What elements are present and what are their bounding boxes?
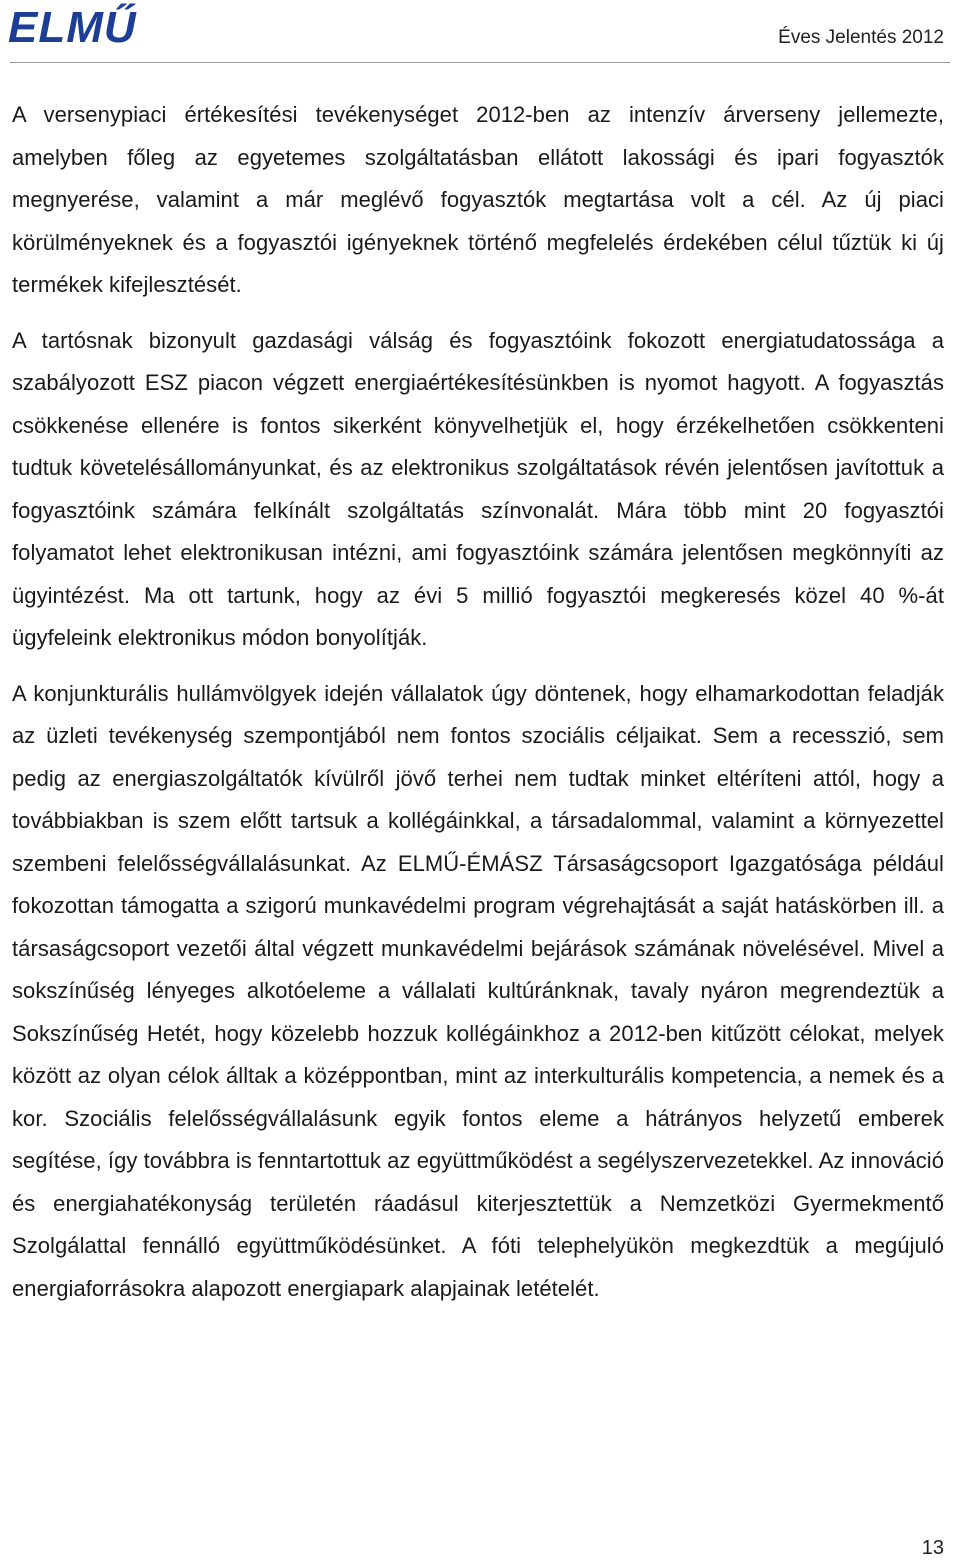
paragraph-economic-crisis: A tartósnak bizonyult gazdasági válság és fogyasztóink fokozott energiatudatossága a szabályozott ESZ piacon végzett energiaértékesítésünkben is nyomot hagyott. A fogyasztás csökkenése ellenére is fontos sikerként könyvelhetjük el, hogy érzékelhetően csökkenteni tudtuk követelésállományunkat, és az elektronikus szolgáltatások révén jelentősen javítottuk a fogyasztóink számára felkínált szolgáltatás színvonalát. Mára több mint 20 fogyasztói folyamatot lehet elektronikusan intézni, ami fogyasztóink számára jelentősen megkönnyíti az ügyintézést. Ma ott tartunk, hogy az évi 5 millió fogyasztói megkeresés közel 40 %-át ügyfeleink elektronikus módon bonyolítják.	[12, 327, 944, 650]
page-header	[0, 0, 960, 62]
paragraph-competitive-sales: A versenypiaci értékesítési tevékenységet 2012-ben az intenzív árverseny jellemezte, amelyben főleg az egyetemes szolgáltatásban ellátott lakossági és ipari fogyasztók megnyerése, valamint a már meglévő fogyasztók megtartása volt a cél. Az új piaci körülményeknek és a fogyasztói igényeknek történő megfelelés érdekében célul tűztük ki új termékek kifejlesztését.	[12, 102, 944, 297]
page-number: 13	[921, 1537, 944, 1559]
document-body	[12, 94, 944, 1323]
header-divider	[10, 62, 950, 63]
paragraph-social-responsibility: A konjunkturális hullámvölgyek idején vállalatok úgy döntenek, hogy elhamarkodottan feladják az üzleti tevékenység szempontjából nem fontos szociális céljaikat. Sem a recesszió, sem pedig az energiaszolgáltatók kívülről jövő terhei nem tudtak minket eltéríteni attól, hogy a továbbiakban is szem előtt tartsuk a kollégáinkkal, a társadalommal, valamint a környezettel szembeni felelősségvállalásunkat. Az ELMŰ-ÉMÁSZ Társaságcsoport Igazgatósága például fokozottan támogatta a szigorú munkavédelmi program végrehajtását a saját hatáskörben ill. a társaságcsoport vezetői által végzett munkavédelmi bejárások számának növelésével. Mivel a sokszínűség lényeges alkotóeleme a vállalati kultúránknak, tavaly nyáron megrendeztük a Sokszínűség Hetét, hogy közelebb hozzuk kollégáinkhoz a 2012-ben kitűzött célokat, melyek között az olyan célok álltak a középpontban, mint az interkulturális kompetencia, a nemek és a kor. Szociális felelősségvállalásunk egyik fontos eleme a hátrányos helyzetű emberek segítése, így továbbra is fenntartottuk az együttműködést a segélyszervezetekkel. Az innováció és energiahatékonyság területén ráadásul kiterjesztettük a Nemzetközi Gyermekmentő Szolgálattal fennálló együttműködésünket. A fóti telephelyükön megkezdtük a megújuló energiaforrásokra alapozott energiapark alapjainak letételét.	[12, 680, 944, 1301]
report-title: Éves Jelentés 2012	[778, 27, 944, 48]
company-logo: ELMŰ	[8, 3, 137, 52]
